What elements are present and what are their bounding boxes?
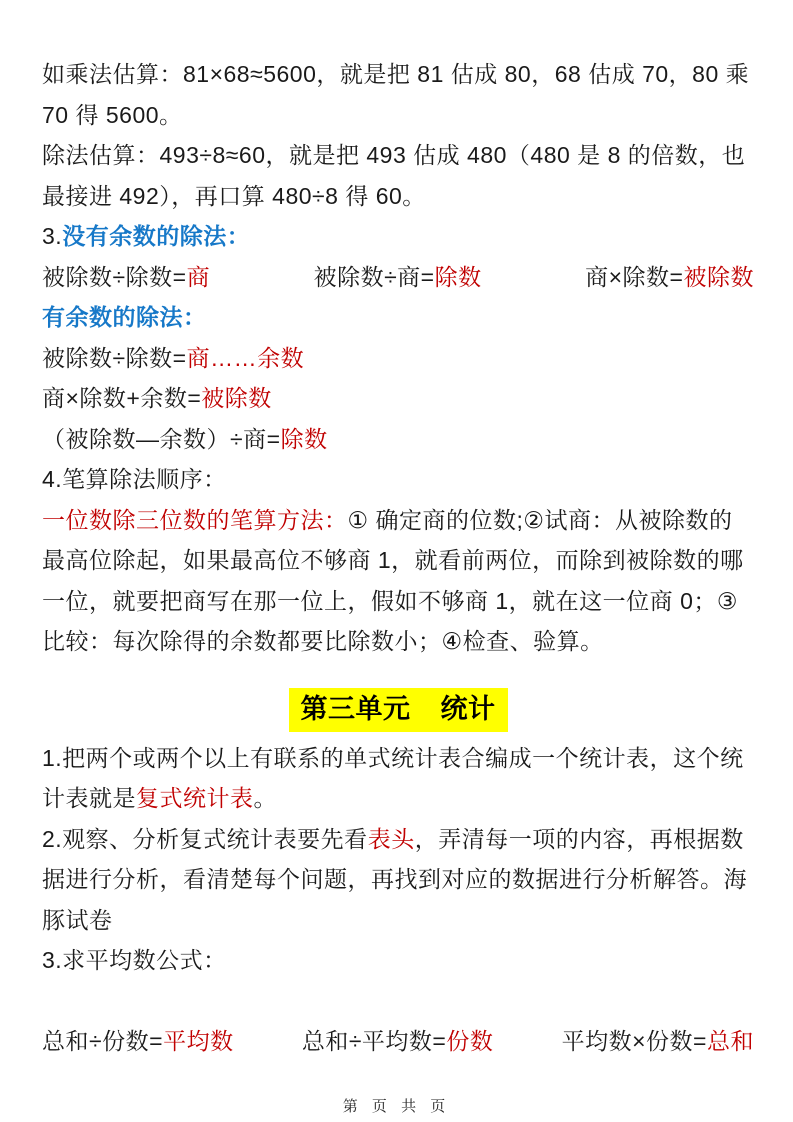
heading-label: 没有余数的除法： [62, 223, 251, 249]
section-title-unit: 第三单元 [300, 693, 411, 724]
formula-left: 被除数÷除数= [42, 344, 187, 371]
heading-remainder-division: 有余数的除法： [42, 304, 207, 330]
paragraph-multiplication-estimate: 如乘法估算：81×68≈5600，就是把 81 估成 80，68 估成 70，80 乘 70 得 5600。 [42, 61, 750, 128]
formula-sum-shares-average [42, 1021, 234, 1062]
formula-row-division [42, 257, 754, 298]
formula-result: 商……余数 [186, 344, 305, 371]
formula-quotient-divisor-dividend [585, 257, 754, 298]
heading-number: 3. [42, 223, 63, 249]
formula-left: 商×除数+余数= [42, 385, 202, 411]
blank-line [42, 981, 754, 1021]
formula-average-shares-sum [562, 1021, 754, 1062]
page-footer: 第 页 共 页 [342, 1098, 451, 1115]
section-title-row [42, 688, 754, 732]
formula-check-subtract-divide [42, 419, 754, 460]
formula-result: 除数 [280, 425, 328, 452]
formula-result: 份数 [446, 1027, 494, 1054]
formula-row-average [42, 1021, 754, 1062]
formula-left: 被除数÷商= [313, 263, 435, 290]
formula-remainder-division [42, 338, 754, 379]
formula-left: （被除数—余数）÷商= [42, 425, 281, 452]
paragraph-compound-table [42, 738, 754, 819]
formula-left: 商×除数= [585, 263, 684, 290]
paragraph-division-estimate: 除法估算：493÷8≈60，就是把 493 估成 480（480 是 8 的倍数，也最接进 492），再口算 480÷8 得 60。 [42, 142, 746, 209]
section-title-topic: 统计 [440, 693, 496, 724]
formula-result: 除数 [434, 263, 482, 290]
formula-left: 总和÷份数= [42, 1027, 164, 1054]
text-segment: 1.把两个或两个以上有联系的单式统计表合编成一个统计表，这个统计表就是 [42, 744, 744, 811]
formula-dividend-divisor-quotient [42, 257, 210, 298]
formula-left: 被除数÷除数= [42, 263, 187, 290]
formula-result: 商 [186, 263, 211, 290]
heading-no-remainder-division [42, 216, 754, 257]
formula-sum-average-shares [302, 1021, 494, 1062]
formula-left: 总和÷平均数= [301, 1027, 447, 1054]
method-body: ① 确定商的位数;②试商：从被除数的最高位除起，如果最高位不够商 1，就看前两位，而除到被除数的哪一位，就要把商写在那一位上，假如不够商 1，就在这一位商 0；③比较：每次除得的余数都要比除数小；④检查、验算。 [42, 506, 744, 654]
paragraph-written-division-method [42, 500, 754, 662]
formula-dividend-quotient-divisor [314, 257, 482, 298]
paragraph-observe-table [42, 819, 754, 941]
formula-result: 被除数 [201, 385, 272, 411]
paragraph-average-formula-heading: 3.求平均数公式： [42, 947, 227, 973]
term-table-header: 表头 [367, 825, 415, 852]
text-segment: 2.观察、分析复式统计表要先看 [42, 825, 368, 852]
formula-check-multiply-add [42, 378, 754, 419]
term-compound-table: 复式统计表 [136, 785, 254, 811]
document-content [42, 54, 754, 1061]
formula-left: 平均数×份数= [561, 1027, 707, 1054]
formula-result: 平均数 [163, 1027, 234, 1054]
text-segment: 。 [253, 785, 277, 811]
paragraph-written-division-order: 4.笔算除法顺序： [42, 466, 227, 492]
text-segment: ，弄清每一项的内容，再根据数据进行分析，看清楚每个问题，再找到对应的数据进行分析解答。海豚试卷 [42, 825, 747, 933]
formula-result: 被除数 [683, 263, 754, 290]
method-title: 一位数除三位数的笔算方法： [42, 506, 348, 533]
formula-result: 总和 [707, 1027, 754, 1054]
section-title-unit3-statistics [289, 688, 508, 732]
